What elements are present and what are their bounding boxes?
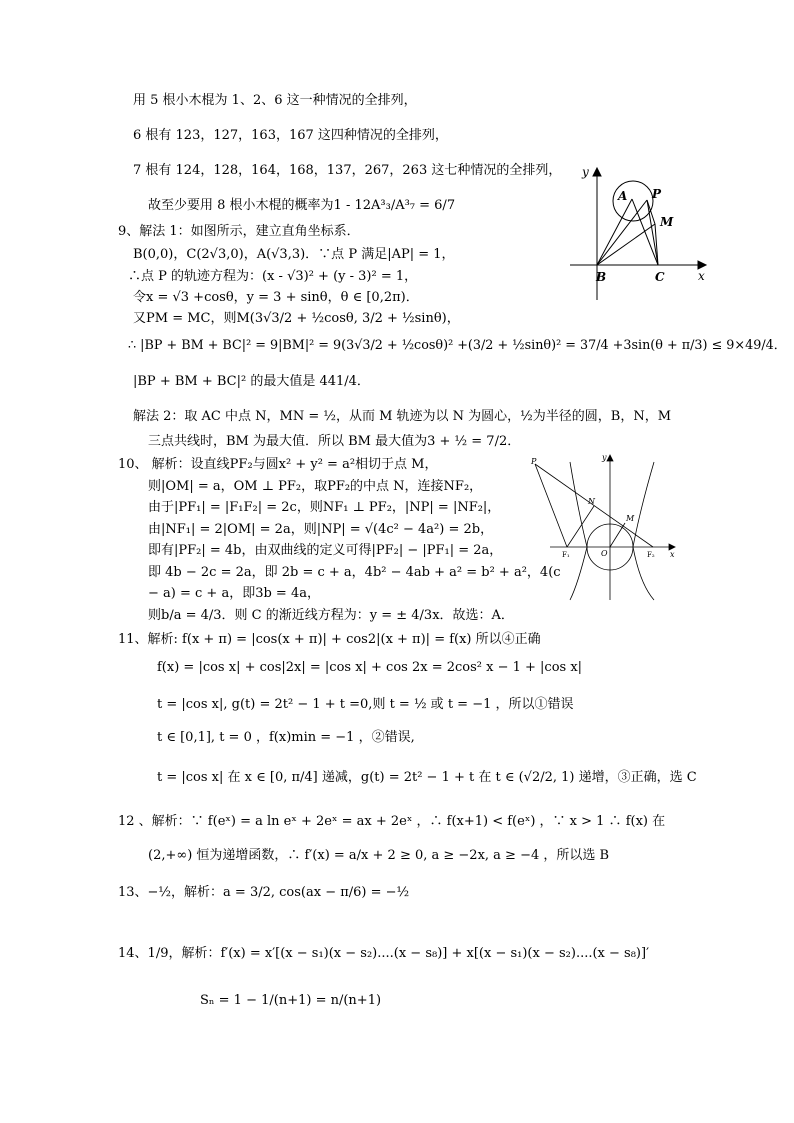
text-line: 故至少要用 8 根小木棍的概率为1 - 12A³₃/A³₇ = 6/7 [148, 198, 456, 213]
text-line: 则|OM| = a，OM ⊥ PF₂，取PF₂的中点 N，连接NF₂， [148, 479, 483, 494]
text-line: 解法 2：取 AC 中点 N，MN = ½，从而 M 轨迹为以 N 为圆心，½为半径的圆，B，N，M [133, 409, 672, 424]
text-line: 13、−½，解析：a = 3/2, cos(ax − π/6) = −½ [118, 885, 410, 900]
fig1-label-x: x [698, 269, 705, 283]
text-line: 6 根有 123，127，163，167 这四种情况的全排列， [133, 128, 448, 143]
text-line: 7 根有 124，128，164，168，137，267，263 这七种情况的全排列， [133, 163, 562, 178]
text-line: 即有|PF₂| = 4b，由双曲线的定义可得|PF₂| − |PF₁| = 2a， [148, 543, 503, 558]
text-line: 由|NF₁| = 2|OM| = 2a，则|NP| = √(4c² − 4a²) = 2b， [148, 522, 494, 537]
text-line: 又PM = MC，则M(3√3/2 + ½cosθ, 3/2 + ½sinθ)， [133, 311, 460, 326]
fig2-label-p: P [531, 457, 537, 466]
fig2-label-f2: F₂ [647, 551, 655, 559]
figure-problem-10 [530, 450, 680, 605]
fig1-label-p: P [652, 187, 662, 201]
text-line: t = |cos x|, g(t) = 2t² − 1 + t =0,则 t = ½ 或 t = −1 ，所以①错误 [157, 697, 574, 712]
text-line: ∴点 P 的轨迹方程为：(x - √3)² + (y - 3)² = 1， [128, 269, 418, 284]
text-line: ∴ |BP + BM + BC|² = 9|BM|² = 9(3√3/2 + ½cosθ)² +(3/2 + ½sinθ)² = 37/4 +3sin(θ + π/3) ≤ 9×49/4． [128, 338, 787, 353]
text-line: 三点共线时，BM 为最大值．所以 BM 最大值为3 + ½ = 7/2． [148, 434, 521, 449]
text-line: f(x) = |cos x| + cos|2x| = |cos x| + cos 2x = 2cos² x − 1 + |cos x| [157, 660, 583, 675]
text-line: t ∈ [0,1], t = 0 ，f(x)min = −1 ，②错误, [157, 730, 415, 745]
text-line: |BP + BM + BC|² 的最大值是 441/4． [133, 374, 370, 389]
text-line: 9、解法 1：如图所示，建立直角坐标系． [118, 224, 360, 239]
text-line: − a) = c + a，即3b = 4a， [148, 586, 320, 601]
text-line: 12 、解析：∵ f(eˣ) = a ln eˣ + 2eˣ = ax + 2eˣ ，∴ f(x+1) < f(eˣ) ，∵ x > 1 ∴ f(x) 在 [118, 814, 666, 829]
fig1-label-c: C [655, 270, 665, 284]
text-line: Sₙ = 1 − 1/(n+1) = n/(n+1) [200, 993, 382, 1008]
text-line: 14、1/9，解析：f′(x) = x′[(x − s₁)(x − s₂)....(x − s₈)] + x[(x − s₁)(x − s₂)....(x − s₈)]′ [118, 946, 650, 961]
text-line: 11、解析: f(x + π) = |cos(x + π)| + cos2|(x + π)| = f(x) 所以④正确 [118, 632, 541, 647]
text-line: t = |cos x| 在 x ∈ [0, π/4] 递减，g(t) = 2t² − 1 + t 在 t ∈ (√2/2, 1) 递增，③正确，选 C [157, 770, 697, 785]
fig1-label-m: M [660, 215, 674, 229]
fig2-label-y: y [602, 453, 607, 462]
fig2-label-x: x [670, 550, 675, 559]
text-line: 令x = √3 +cosθ，y = 3 + sinθ，θ ∈ [0,2π)． [133, 290, 419, 305]
text-line: 则b/a = 4/3．则 C 的渐近线方程为：y = ± 4/3x．故选：A． [148, 608, 514, 623]
text-line: 即 4b − 2c = 2a，即 2b = c + a，4b² − 4ab + a² = b² + a²，4(c [148, 565, 561, 580]
fig1-label-a: A [618, 189, 628, 203]
text-line: 10、 解析：设直线PF₂与圆x² + y² = a²相切于点 M， [118, 457, 438, 472]
fig2-label-o: O [601, 549, 608, 558]
text-line: 用 5 根小木棍为 1、2、6 这一种情况的全排列， [133, 93, 417, 108]
fig2-label-f1: F₁ [562, 551, 570, 559]
fig1-label-b: B [596, 270, 607, 284]
text-line: (2,+∞) 恒为递增函数，∴ f′(x) = a/x + 2 ≥ 0, a ≥ −2x, a ≥ −4 ，所以选 B [148, 848, 610, 863]
fig2-label-n: N [588, 497, 595, 506]
figure-problem-9 [560, 160, 710, 310]
fig2-label-m: M [626, 514, 635, 523]
text-line: 由于|PF₁| = |F₁F₂| = 2c，则NF₁ ⊥ PF₂，|NP| = |NF₂|， [148, 500, 501, 515]
fig1-label-y: y [582, 165, 589, 179]
text-line: B(0,0)，C(2√3,0)，A(√3,3)．∵点 P 满足|AP| = 1， [133, 247, 455, 262]
